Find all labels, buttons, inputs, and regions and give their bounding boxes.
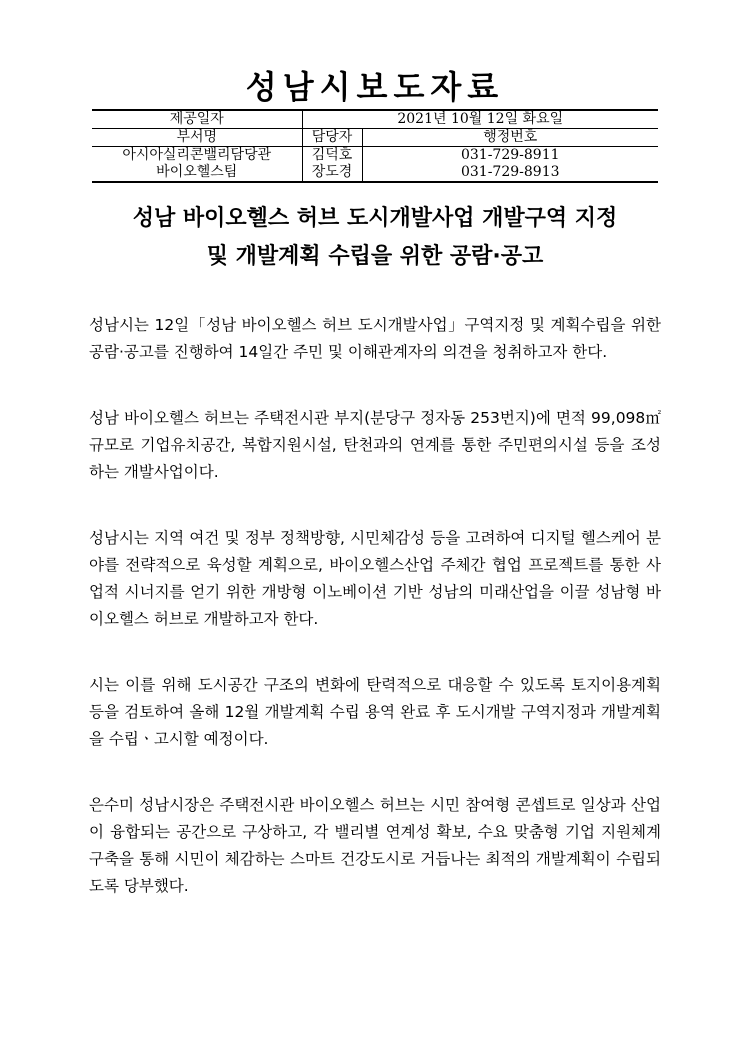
phone-number: 031-729-8911 [460,147,560,163]
paragraph: 성남시는 지역 여건 및 정부 정책방향, 시민체감성 등을 고려하여 디지털 헬스케어 분야를 전략적으로 육성할 계획으로, 바이오헬스산업 주체간 협업 프로젝트를 통한 사업적 시너지를 얻기 위한 개방형 이노베이션 기반 성남의 미래산업을 이끌 성남형 바이오헬스 허브로 개발하고자 한다. [89,529,661,628]
article-body [89,312,661,939]
headline [0,200,750,276]
date-row [92,110,658,129]
department-label: 부서명 [92,129,302,147]
manager-name: 김덕호 [311,147,353,163]
document-title: 성남시보도자료 [245,68,505,106]
phone-label: 행정번호 [362,129,658,147]
department-name: 바이오헬스팀 [156,164,238,180]
department-name: 아시아실리콘밸리담당관 [122,147,272,163]
manager-label: 담당자 [302,129,362,147]
date-value: 2021년 10월 12일 화요일 [302,110,658,129]
paragraph: 성남시는 12일「성남 바이오헬스 허브 도시개발사업」구역지정 및 계획수립을 위한 공람·공고를 진행하여 14일간 주민 및 이해관계자의 의견을 청취하고자 한다. [89,316,661,361]
contact-row [92,147,658,183]
headline-line: 및 개발계획 수립을 위한 공람·공고 [206,244,544,269]
press-info-table [92,109,658,183]
paragraph: 시는 이를 위해 도시공간 구조의 변화에 탄력적으로 대응할 수 있도록 토지이용계획 등을 검토하여 올해 12월 개발계획 수립 용역 완료 후 도시개발 구역지정과 개발계획을 수립ㆍ고시할 예정이다. [89,676,661,748]
phone-cell [362,147,658,183]
paragraph: 은수미 성남시장은 주택전시관 바이오헬스 허브는 시민 참여형 콘셉트로 일상과 산업이 융합되는 공간으로 구상하고, 각 밸리별 연계성 확보, 수요 맞춤형 기업 지원체계 구축을 통해 시민이 체감하는 스마트 건강도시로 거듭나는 최적의 개발계획이 수립되도록 당부했다. [89,796,661,895]
manager-name: 장도경 [311,164,353,180]
phone-number: 031-729-8913 [460,164,560,180]
paragraph: 성남 바이오헬스 허브는 주택전시관 부지(분당구 정자동 253번지)에 면적 99,098㎡ 규모로 기업유치공간, 복합지원시설, 탄천과의 연계를 통한 주민편의시설 등을 조성하는 개발사업이다. [89,409,661,481]
header-row [92,129,658,147]
date-label: 제공일자 [92,110,302,129]
manager-cell [302,147,362,183]
department-cell [92,147,302,183]
headline-line: 성남 바이오헬스 허브 도시개발사업 개발구역 지정 [132,206,618,231]
